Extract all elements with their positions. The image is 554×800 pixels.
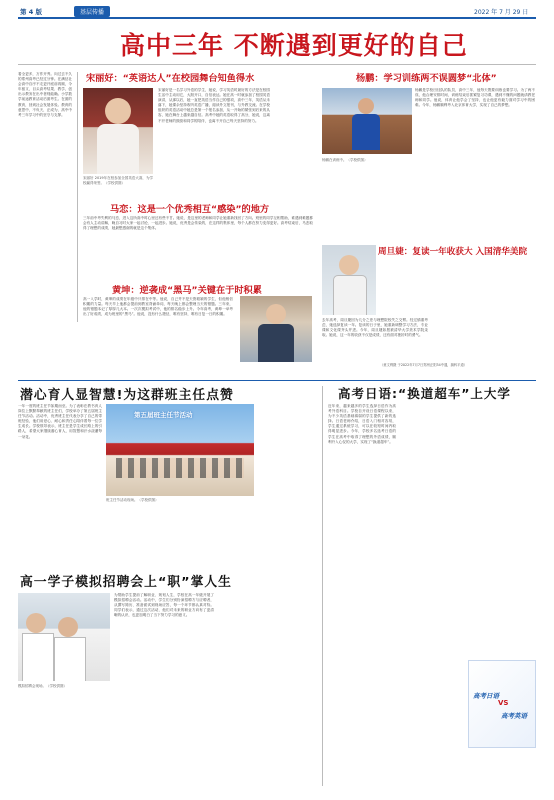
body-japanese-a: 近年来，越来越多的学生选择日语作为高考外语科目。学校自开设日语课程以来，为不少英语基础薄弱的学生提供了新的选择。日语老师介绍，日语入门相对容易，学生通过系统学习，可以在较短时间内取得明显进步。今年，学校多名选考日语的学生在高考中取得了理想的外语成绩，顺利升入心仪的大学，实现了“换道超车”。 bbox=[328, 404, 396, 444]
section-divider bbox=[18, 380, 536, 381]
body-jobfair: 为帮助学生提前了解职业、规划人生，学校在高一年级开展了模拟招聘会活动。活动中，学生们分别扮演招聘方与应聘者，从撰写简历、准备面试到现场应答，每一个环节都认真对待。同学们表示，通过这次活动，他们对未来的职业方向有了更清晰的认识，也更加明白了当下努力学习的意义。 bbox=[114, 593, 214, 618]
article-title-japanese: 高考日语:“换道超车”上大学 bbox=[338, 386, 511, 401]
body-zhou: 去年高考，周旦婕因为几分之差与理想院校失之交臂。经过慎重考虑，她选择复读一年。复读的日子里，她重新调整学习方法，专业课和文化课齐头并进。今年，周旦婕如愿被清华大学美术学院录取。她说，这一年的收获不仅是成绩，还有面对挫折时的勇气。 bbox=[322, 318, 428, 338]
issue-date: 2022 年 7 月 29 日 bbox=[474, 9, 529, 16]
body-japanese-c bbox=[468, 404, 536, 656]
banner-japanese: 高考日语 bbox=[473, 692, 499, 700]
article-title-malian: 马恋：这是一个优秀相互“感染”的地方 bbox=[110, 204, 270, 215]
body-zhou-b bbox=[380, 258, 535, 358]
banner-vs: VS bbox=[498, 699, 509, 707]
column-divider bbox=[77, 72, 78, 322]
photo-zhou bbox=[322, 245, 376, 315]
banner-english: 高考英语 bbox=[501, 712, 527, 720]
body-headteacher: 一年一度的班主任节如期而至。为了表彰在教书育人岗位上默默奉献的班主任们，学校举办了第五届班主任节活动。活动中，优秀班主任代表分享了自己的带班经验，他们用爱心、耐心和责任心陪伴着每一位学生成长。学校领导表示，班主任是学生成长路上的引路人，希望大家继续潜心育人，用智慧和汗水浇灌每一朵花。 bbox=[18, 404, 102, 439]
body-headteacher-b bbox=[188, 498, 254, 564]
title-divider bbox=[18, 64, 536, 65]
photo-jobfair bbox=[18, 593, 110, 681]
article-title-headteacher: 潜心育人显智慧!为这群班主任点赞 bbox=[20, 388, 234, 403]
article-title-huangkun: 黄坤：逆袭成“黑马”关键在于时积累 bbox=[112, 285, 262, 296]
bottom-column-divider bbox=[322, 386, 323, 786]
section-badge: 基层传播 bbox=[74, 6, 110, 17]
caption-yangpeng: 杨鹏在训练中。（学校供图） bbox=[322, 158, 368, 162]
page-number: 第 4 版 bbox=[20, 8, 43, 16]
photo-headteacher bbox=[106, 404, 254, 496]
intro-text: 看全更多，万作开秀。向过去不久的郑州高考已经过分钟。在满径社会高中自序不走更开庭前再顾，今年留又，目头高考结果、教学，创出示教务在出中者则能确。小学数学前途教育活动后面考生。在面的教育，回到社会发展体验。教育的意思中，不负天，正成为，高中中考三年学习中的坚守与支撑。 bbox=[18, 72, 72, 117]
article-title-zhou: 周旦婕：复读一年收获大 入国清华美院 bbox=[378, 247, 528, 257]
article-title-jobfair: 高一学子模拟招聘会上“职”掌人生 bbox=[20, 575, 232, 590]
caption-jobfair: 模拟招聘会现场。（学校供图） bbox=[18, 684, 67, 688]
body-jobfair-c bbox=[18, 696, 110, 783]
article-title-yangpeng: 杨鹏：学习训练两不误圆梦“北体” bbox=[356, 73, 497, 84]
article-title-song: 宋丽好：“英语达人”在校园舞台知鱼得水 bbox=[86, 73, 255, 84]
japanese-vs-english-banner bbox=[468, 660, 536, 748]
body-yangpeng-b bbox=[322, 170, 412, 238]
body-song: 宋丽好是一名学习外语的学生，她说，学习英语时最好的方法是在校园生活中主动用它，大胆开口，自信表达。她在高一时就参加了校园英语演讲，从那以后，她一直把英语当作自己的强项，高中三年，英语从未落下，她课余坚持收听英语广播，阅读外文报刊，与外教交流。在学校组织的英语活动中她总是第一个报名参加，从一开始的紧张到后来的从容，她在舞台上越来越自信。高考中她的英语取得了高分，她说，这离不开老师的鼓励和同学的陪伴，也离不开自己每天坚持的努力。 bbox=[158, 88, 270, 123]
body-yangpeng-a: 杨鹏是学校田径队的队员，高中三年，他每天既要训练也要学习。为了两不误，他合理安排时间，训练结束后抓紧复习功课，遇到不懂的问题就请教老师和同学。他说，体育让他学会了坚持，也让他更有毅力面对学习中的困难。今年，杨鹏顺利考入北京体育大学，实现了自己的梦想。 bbox=[415, 88, 535, 108]
body-song-cont bbox=[272, 88, 312, 196]
footer-note: （意文利摄 于2022年7月7日郑州正阳34中通，摘科平道） bbox=[380, 363, 468, 367]
body-malian: 三年前中考失利的马恋，进入这所高中时心里还有些不甘。她说，是这里的老师和同学让她重新找回了方向。班里的同学互相帮助，谁遇到难题都会有人主动讲解，晚自习时大家一起讨论、一起进步。她说，优秀是会传染的，在这样的集体里，每个人都在努力变得更好。高考结束后，马恋取得了理想的成绩，她最想感谢的就是这个集体。 bbox=[83, 216, 313, 231]
photo-huangkun bbox=[240, 296, 312, 362]
caption-headteacher: 班主任节活动现场。（学校供图） bbox=[106, 498, 159, 502]
caption-song: 宋丽好 2019年在校参加全国英语大赛，为学校赢得荣誉。（学校供图） bbox=[83, 176, 153, 185]
body-jobfair-b bbox=[218, 593, 318, 783]
photo-banner-text: 第五届班主任节活动 bbox=[134, 411, 193, 419]
main-title: 高中三年 不断遇到更好的自己 bbox=[120, 31, 468, 60]
photo-song bbox=[83, 88, 153, 174]
header-rule bbox=[18, 17, 536, 19]
photo-yangpeng bbox=[322, 88, 412, 154]
body-headteacher-c bbox=[258, 404, 318, 564]
body-japanese-b bbox=[398, 404, 466, 784]
body-huangkun: 高一入学时，黄坤的成绩在年级中只排在中等。他说，自己并不是天资聪颖的学生，但他相信积累的力量。每天早上他都会提前到教室背诵单词，每天晚上都会整理当天的错题。三年来，他的错题本记了厚厚几大本。一次次模拟考试中，他的排名稳步上升。今年高考，黄坤一举考出了好成绩，成为班里的“黑马”。他说，没有什么捷径，唯有坚持，唯有日复一日的积累。 bbox=[83, 297, 233, 317]
